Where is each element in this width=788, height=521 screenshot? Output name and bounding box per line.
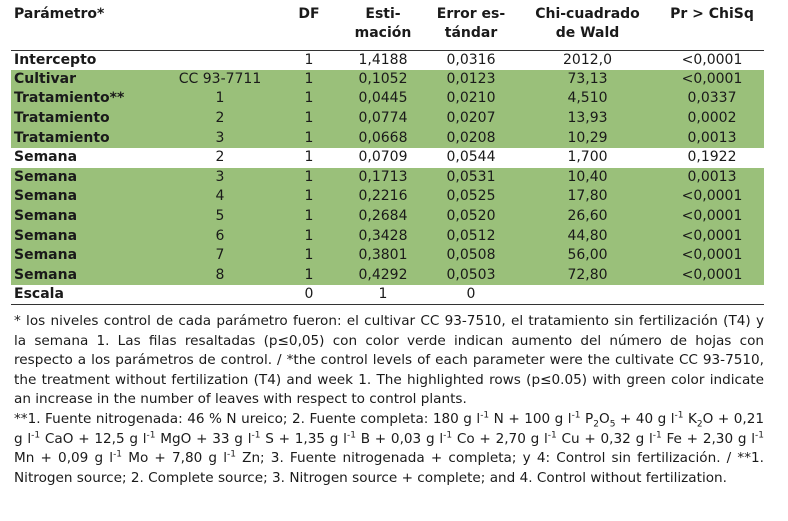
param-cell: Intercepto	[14, 51, 97, 68]
level-cell: 3	[215, 168, 225, 185]
chi-square-cell: 17,80	[567, 188, 608, 205]
header-chi-cuadrado: Chi-cuadrado de Wald	[515, 5, 660, 50]
chi-square-cell: 56,00	[567, 247, 608, 264]
chi-square-cell: 1,700	[567, 149, 608, 166]
estimate-cell: 0,4292	[358, 266, 408, 283]
level-cell: 5	[215, 208, 225, 225]
chi-square-cell: 10,29	[567, 129, 608, 146]
level-cell: 1	[215, 90, 225, 107]
param-cell: Escala	[11, 285, 161, 305]
estimate-cell: 0,3428	[358, 227, 408, 244]
df-cell: 1	[304, 208, 314, 225]
p-value-cell: 0,0337	[687, 90, 737, 107]
estimate-cell: 0,1052	[358, 70, 408, 87]
header-estimacion: Esti- mación	[339, 5, 427, 50]
chi-square-cell: 13,93	[567, 110, 608, 127]
param-cell: Cultivar	[14, 70, 77, 87]
estimate-cell: 1,4188	[358, 51, 408, 68]
param-cell: Semana	[14, 149, 78, 166]
table-row	[11, 128, 764, 148]
level-cell	[161, 285, 279, 305]
table-footnotes	[14, 312, 764, 488]
param-cell: Semana	[14, 188, 78, 205]
p-value-cell: <0,0001	[681, 247, 743, 264]
table-row	[11, 168, 764, 188]
header-df: DF	[279, 5, 339, 50]
df-cell: 1	[304, 110, 314, 127]
df-cell: 1	[304, 70, 314, 87]
table-row	[11, 285, 764, 305]
table-row	[11, 187, 764, 207]
std-error-cell: 0,0123	[446, 70, 496, 87]
param-cell: Semana	[14, 227, 78, 244]
p-value-cell: <0,0001	[681, 266, 743, 283]
p-value-cell: <0,0001	[681, 51, 743, 68]
estimate-cell: 0,3801	[358, 247, 408, 264]
estimate-cell: 1	[339, 285, 427, 305]
param-cell: Tratamiento**	[14, 90, 125, 107]
std-error-cell: 0,0544	[446, 149, 496, 166]
df-cell: 1	[304, 90, 314, 107]
estimate-cell: 0,0445	[358, 90, 408, 107]
p-value-cell: 0,0013	[687, 168, 737, 185]
df-cell: 1	[304, 129, 314, 146]
std-error-cell: 0,0508	[446, 247, 496, 264]
p-value-cell: 0,1922	[687, 149, 737, 166]
p-value-cell: <0,0001	[681, 227, 743, 244]
std-error-cell: 0,0210	[446, 90, 496, 107]
footnote-control-levels: * los niveles control de cada parámetro fueron: el cultivar CC 93-7510, el tratamiento sin fertilización (T4) y la semana 1. Las filas resaltadas (p≤0,05) con color verde indican aumento del número de hojas con respecto a los parámetros de control. / *the control levels of each parameter were the cultivate CC 93-7510, the treatment without fertilization (T4) and week 1. The highlighted rows (p≤0.05) with green color indicate an increase in the number of leaves with respect to control plants.	[14, 313, 764, 408]
p-value-cell: <0,0001	[681, 208, 743, 225]
std-error-cell: 0,0316	[446, 51, 496, 68]
df-cell: 1	[304, 51, 314, 68]
df-cell: 1	[304, 168, 314, 185]
level-cell: 3	[215, 129, 225, 146]
p-value-cell: 0,0002	[687, 110, 737, 127]
table-row	[11, 246, 764, 266]
estimate-cell: 0,0709	[358, 149, 408, 166]
table-row	[11, 266, 764, 286]
table-row	[11, 50, 764, 70]
level-cell: 4	[215, 188, 225, 205]
df-cell: 1	[304, 188, 314, 205]
level-cell: 6	[215, 227, 225, 244]
table-row	[11, 89, 764, 109]
chi-square-cell: 72,80	[567, 266, 608, 283]
param-cell: Semana	[14, 247, 78, 264]
estimate-cell: 0,0668	[358, 129, 408, 146]
p-value-cell: 0,0013	[687, 129, 737, 146]
table-row	[11, 207, 764, 227]
estimate-cell: 0,0774	[358, 110, 408, 127]
p-value-cell	[660, 285, 764, 305]
level-cell: 2	[215, 149, 225, 166]
p-value-cell: <0,0001	[681, 70, 743, 87]
header-parametro: Parámetro*	[11, 5, 161, 50]
estimate-cell: 0,2684	[358, 208, 408, 225]
level-cell: 2	[215, 110, 225, 127]
level-cell: 8	[215, 266, 225, 283]
std-error-cell: 0	[427, 285, 515, 305]
level-cell	[161, 50, 279, 70]
std-error-cell: 0,0503	[446, 266, 496, 283]
header-level	[161, 5, 279, 50]
table-row	[11, 226, 764, 246]
df-cell: 1	[304, 227, 314, 244]
std-error-cell: 0,0531	[446, 168, 496, 185]
table-row	[11, 70, 764, 90]
footnote-treatments: **1. Fuente nitrogenada: 46 % N ureico; 2. Fuente completa: 180 g $l^{-1}$ N + 100 g $l^{-1}$ $P_2O_5 + 40$ g $l^{-1}$ $K_2O + 0,21$ g $l^{-1}$ CaO + 12,5 g $l^{-1}$ MgO + 33 g $l^{-1}$ S + 1,35 g $l^{-1}$ B + 0,03 g $l^{-1}$ Co + 2,70 g $l^{-1}$ Cu + 0,32 g $l^{-1}$ Fe + 2,30 g $l^{-1}$ Mn + 0,09 g $l^{-1}$ Mo + 7,80 g $l^{-1}$ Zn; 3. Fuente nitrogenada + completa; y 4: Control sin fertilización. / **1. Nitrogen source; 2. Complete source; 3. Nitrogen source + complete; and 4. Control without fertilization.	[14, 410, 764, 486]
param-cell: Tratamiento	[14, 129, 110, 146]
df-cell: 1	[304, 247, 314, 264]
df-cell: 0	[279, 285, 339, 305]
chi-square-cell: 26,60	[567, 208, 608, 225]
std-error-cell: 0,0512	[446, 227, 496, 244]
chi-square-cell: 44,80	[567, 227, 608, 244]
param-cell: Semana	[14, 266, 78, 283]
df-cell: 1	[304, 266, 314, 283]
header-p-value: Pr > ChiSq	[660, 5, 764, 50]
table-header-row	[11, 5, 764, 50]
estimate-cell: 0,1713	[358, 168, 408, 185]
level-cell: 7	[215, 247, 225, 264]
param-cell: Semana	[14, 168, 78, 185]
p-value-cell: <0,0001	[681, 188, 743, 205]
table-body	[11, 50, 764, 305]
chi-square-cell: 73,13	[567, 70, 608, 87]
wald-statistics-table	[11, 5, 764, 305]
chi-square-cell	[515, 285, 660, 305]
table-row	[11, 109, 764, 129]
param-cell: Semana	[14, 208, 78, 225]
chi-square-cell: 2012,0	[563, 51, 612, 68]
table-row	[11, 148, 764, 168]
std-error-cell: 0,0525	[446, 188, 496, 205]
chi-square-cell: 4,510	[567, 90, 608, 107]
std-error-cell: 0,0207	[446, 110, 496, 127]
param-cell: Tratamiento	[14, 110, 110, 127]
std-error-cell: 0,0208	[446, 129, 496, 146]
std-error-cell: 0,0520	[446, 208, 496, 225]
estimate-cell: 0,2216	[358, 188, 408, 205]
header-error-estandar: Error es- tándar	[427, 5, 515, 50]
chi-square-cell: 10,40	[567, 168, 608, 185]
level-cell: CC 93-7711	[178, 70, 262, 87]
df-cell: 1	[304, 149, 314, 166]
